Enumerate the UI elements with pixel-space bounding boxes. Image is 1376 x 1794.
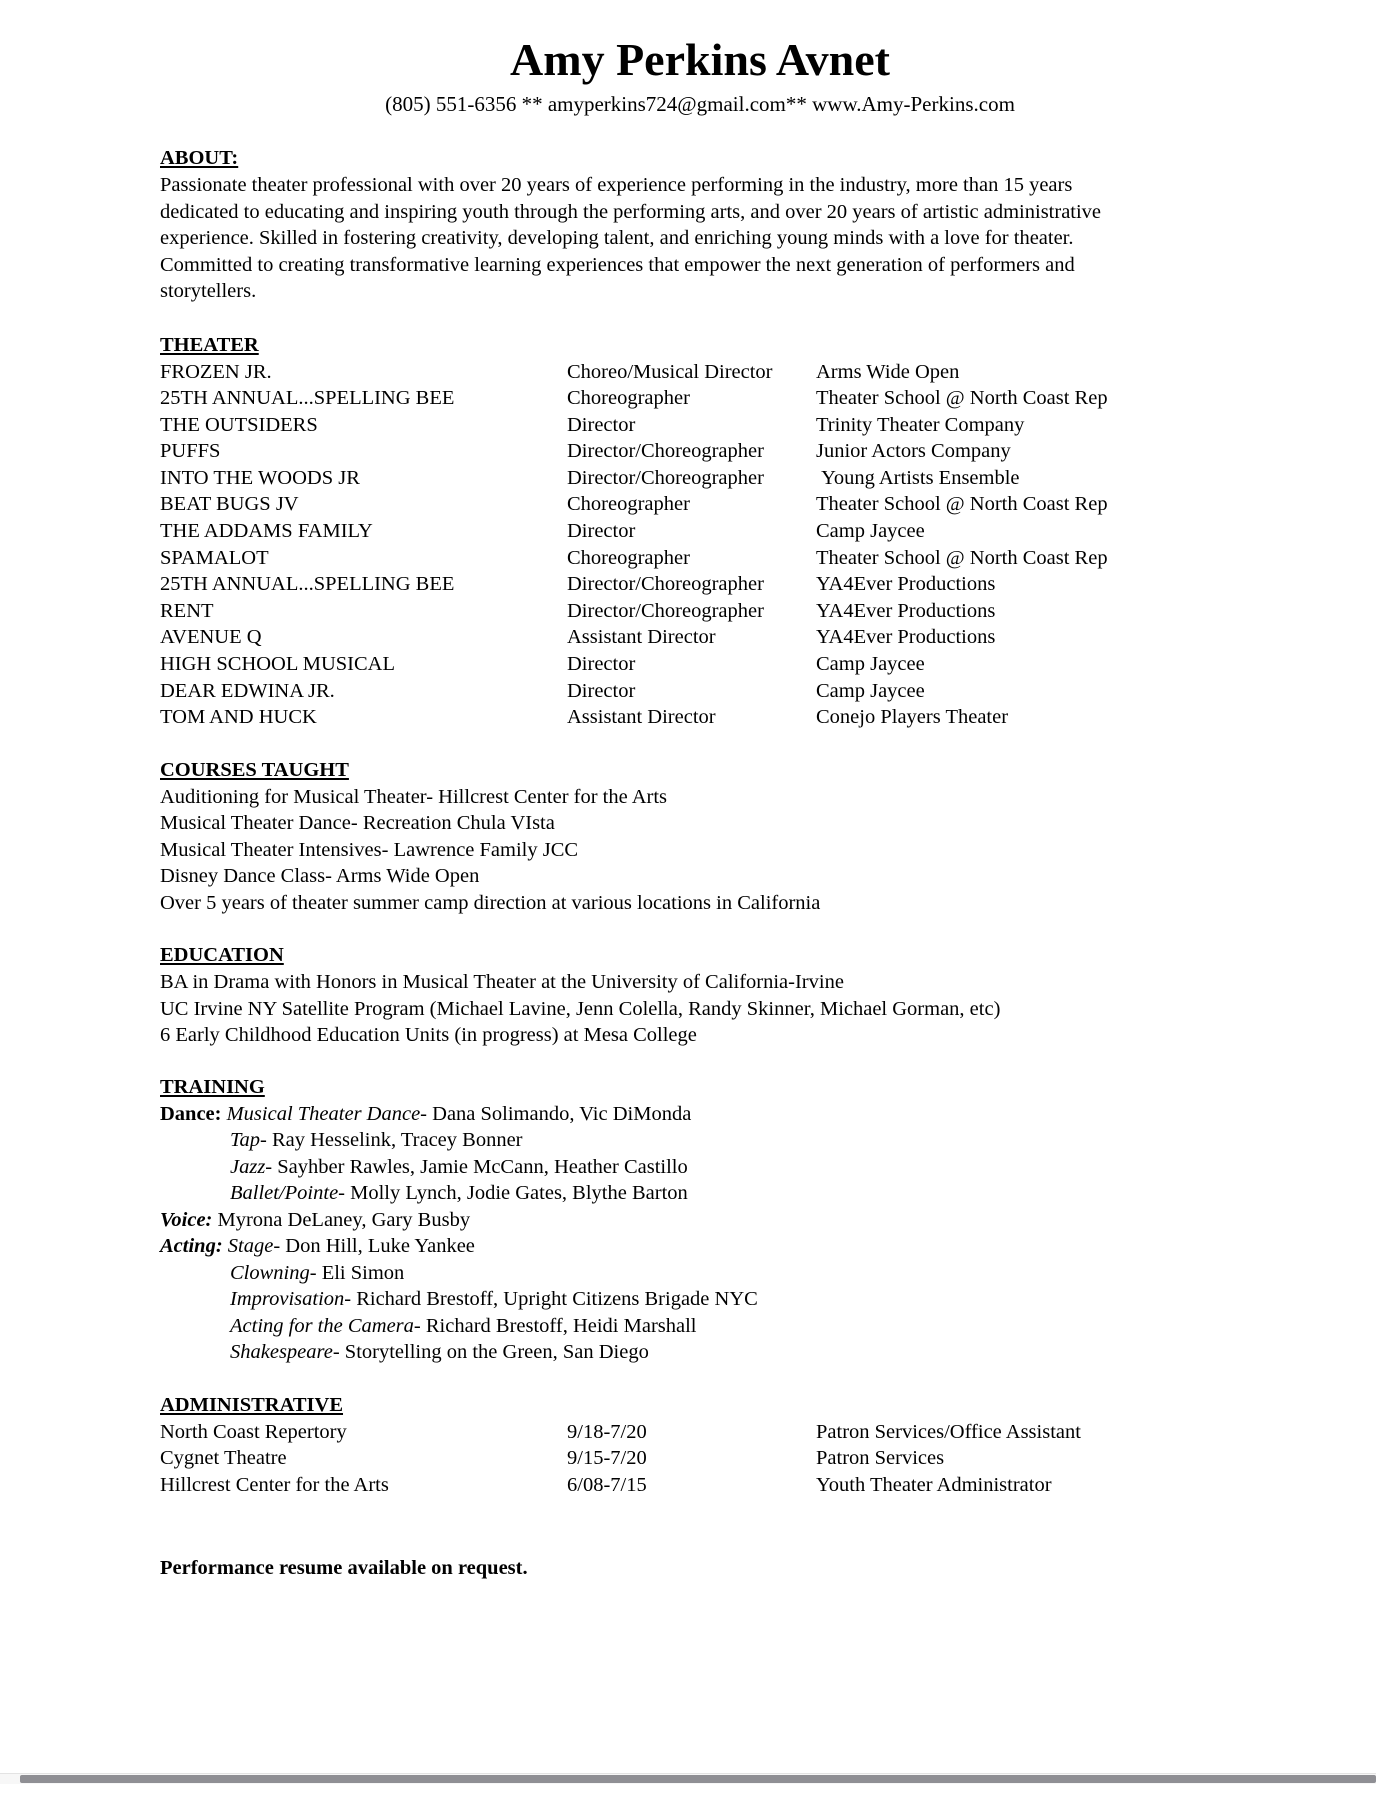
table-row (160, 678, 1240, 705)
training-line (160, 1180, 1240, 1207)
resume-content (160, 34, 1240, 1582)
company: Theater School @ North Coast Rep (816, 546, 1108, 569)
administrative-heading: ADMINISTRATIVE (160, 1393, 344, 1416)
company: Trinity Theater Company (816, 413, 1025, 436)
training-line (160, 1233, 1240, 1260)
text-segment: Voice: (160, 1208, 213, 1231)
section-theater (160, 332, 1240, 731)
course-item: Musical Theater Intensives- Lawrence Family JCC (160, 838, 579, 861)
training-line (160, 1154, 1240, 1181)
education-item: UC Irvine NY Satellite Program (Michael Lavine, Jenn Colella, Randy Skinner, Michael Gorman, etc) (160, 997, 1001, 1020)
table-row (160, 359, 1240, 386)
company: Camp Jaycee (816, 679, 925, 702)
training-line (160, 1313, 1240, 1340)
role: Assistant Director (567, 626, 716, 649)
theater-table (160, 359, 1240, 731)
page-title: Amy Perkins Avnet (510, 34, 890, 85)
section-administrative (160, 1392, 1240, 1499)
role: Director/Choreographer (567, 573, 764, 596)
courses-heading: COURSES TAUGHT (160, 758, 349, 781)
role: Choreo/Musical Director (567, 360, 773, 383)
table-row (160, 412, 1240, 439)
role: Director/Choreographer (567, 466, 764, 489)
footer-note: Performance resume available on request. (160, 1556, 528, 1579)
role: Choreographer (567, 493, 690, 516)
company: Young Artists Ensemble (816, 466, 1020, 489)
document-header (160, 34, 1240, 118)
course-item: Auditioning for Musical Theater- Hillcrest Center for the Arts (160, 785, 668, 808)
horizontal-scrollbar-thumb[interactable] (20, 1775, 1376, 1783)
dates: 9/18-7/20 (567, 1420, 647, 1443)
table-row (160, 385, 1240, 412)
text-segment: Clowning- (230, 1261, 317, 1284)
organization: North Coast Repertory (160, 1420, 347, 1443)
table-row (160, 651, 1240, 678)
table-row (160, 465, 1240, 492)
table-row (160, 598, 1240, 625)
education-list (160, 969, 1240, 1049)
table-row (160, 1472, 1240, 1499)
dates: 9/15-7/20 (567, 1447, 647, 1470)
show-title: BEAT BUGS JV (160, 493, 299, 516)
text-segment: Acting: (160, 1235, 228, 1258)
training-list (160, 1101, 1240, 1366)
theater-heading: THEATER (160, 333, 259, 356)
section-about (160, 145, 1240, 305)
education-item: BA in Drama with Honors in Musical Theater at the University of California-Irvine (160, 971, 844, 994)
text-segment: Stage- (227, 1235, 281, 1258)
show-title: SPAMALOT (160, 546, 269, 569)
show-title: FROZEN JR. (160, 360, 272, 383)
courses-list (160, 784, 1240, 917)
section-education (160, 942, 1240, 1049)
role: Assistant Director (567, 706, 716, 729)
text-segment: Dance: (160, 1102, 227, 1125)
text-segment: Richard Brestoff, Upright Citizens Brigade NYC (351, 1288, 758, 1311)
table-row (160, 1445, 1240, 1472)
table-row (160, 438, 1240, 465)
text-segment: Ray Hesselink, Tracey Bonner (266, 1129, 523, 1152)
company: Camp Jaycee (816, 653, 925, 676)
section-courses-taught (160, 757, 1240, 917)
company: Theater School @ North Coast Rep (816, 493, 1108, 516)
education-item: 6 Early Childhood Education Units (in progress) at Mesa College (160, 1024, 697, 1047)
company: YA4Ever Productions (816, 599, 996, 622)
organization: Hillcrest Center for the Arts (160, 1474, 389, 1496)
text-segment: Don Hill, Luke Yankee (280, 1235, 475, 1258)
training-line (160, 1101, 1240, 1128)
text-segment: Myrona DeLaney, Gary Busby (212, 1208, 471, 1231)
role: Director (567, 413, 636, 436)
role: Director (567, 679, 636, 702)
table-row (160, 518, 1240, 545)
show-title: AVENUE Q (160, 626, 262, 649)
company: Camp Jaycee (816, 520, 925, 543)
text-segment: Eli Simon (316, 1261, 405, 1284)
course-item: Over 5 years of theater summer camp direction at various locations in California (160, 891, 821, 914)
text-segment: Acting for the Camera- (230, 1314, 421, 1337)
show-title: HIGH SCHOOL MUSICAL (160, 653, 395, 676)
training-heading: TRAINING (160, 1075, 265, 1098)
company: Theater School @ North Coast Rep (816, 387, 1108, 410)
position: Youth Theater Administrator (816, 1474, 1052, 1496)
text-segment: Improvisation- (230, 1288, 352, 1311)
about-paragraph: Passionate theater professional with over 20 years of experience performing in the industry, more than 15 years dedicated to educating and inspiring youth through the performing arts, and over 20 years of artistic administrative experience. Skilled in fostering creativity, developing talent, and enriching young minds with a love for theater. Committed to creating transformative learning experiences that empower the next generation of performers and storytellers. (160, 174, 1102, 302)
table-row (160, 491, 1240, 518)
show-title: DEAR EDWINA JR. (160, 679, 335, 702)
text-segment: Storytelling on the Green, San Diego (339, 1341, 649, 1364)
text-segment: Sayhber Rawles, Jamie McCann, Heather Castillo (272, 1155, 688, 1178)
course-item: Disney Dance Class- Arms Wide Open (160, 865, 480, 888)
show-title: 25TH ANNUAL...SPELLING BEE (160, 573, 455, 596)
table-row (160, 704, 1240, 731)
company: Junior Actors Company (816, 440, 1011, 463)
table-row (160, 545, 1240, 572)
training-line (160, 1207, 1240, 1234)
section-training (160, 1074, 1240, 1366)
text-segment: Dana Solimando, Vic DiMonda (427, 1102, 692, 1125)
show-title: PUFFS (160, 440, 221, 463)
role: Director (567, 520, 636, 543)
text-segment: Richard Brestoff, Heidi Marshall (420, 1314, 697, 1337)
education-heading: EDUCATION (160, 944, 284, 967)
text-segment: Tap- (230, 1129, 267, 1152)
show-title: THE OUTSIDERS (160, 413, 318, 436)
show-title: INTO THE WOODS JR (160, 466, 360, 489)
contact-line: (805) 551-6356 ** amyperkins724@gmail.com** www.Amy-Perkins.com (385, 92, 1015, 116)
text-segment: Jazz- (230, 1155, 273, 1178)
company: YA4Ever Productions (816, 626, 996, 649)
about-heading: ABOUT: (160, 147, 239, 169)
table-row (160, 571, 1240, 598)
text-segment: Shakespeare- (230, 1341, 340, 1364)
organization: Cygnet Theatre (160, 1447, 287, 1470)
training-line (160, 1260, 1240, 1287)
text-segment: Ballet/Pointe- (230, 1182, 345, 1205)
show-title: THE ADDAMS FAMILY (160, 520, 373, 543)
company: YA4Ever Productions (816, 573, 996, 596)
role: Director/Choreographer (567, 440, 764, 463)
course-item: Musical Theater Dance- Recreation Chula VIsta (160, 812, 555, 835)
table-row (160, 1419, 1240, 1446)
text-segment: Musical Theater Dance- (226, 1102, 428, 1125)
training-line (160, 1339, 1240, 1366)
dates: 6/08-7/15 (567, 1474, 647, 1496)
position: Patron Services (816, 1447, 945, 1470)
role: Choreographer (567, 546, 690, 569)
horizontal-scrollbar-track[interactable] (0, 1773, 1376, 1784)
administrative-table (160, 1419, 1240, 1499)
position: Patron Services/Office Assistant (816, 1420, 1081, 1443)
show-title: RENT (160, 599, 214, 622)
role: Director (567, 653, 636, 676)
company: Arms Wide Open (816, 360, 960, 383)
training-line (160, 1127, 1240, 1154)
company: Conejo Players Theater (816, 706, 1009, 729)
show-title: TOM AND HUCK (160, 706, 317, 729)
table-row (160, 624, 1240, 651)
role: Director/Choreographer (567, 599, 764, 622)
text-segment: Molly Lynch, Jodie Gates, Blythe Barton (345, 1182, 688, 1205)
training-line (160, 1286, 1240, 1313)
show-title: 25TH ANNUAL...SPELLING BEE (160, 387, 455, 410)
role: Choreographer (567, 387, 690, 410)
